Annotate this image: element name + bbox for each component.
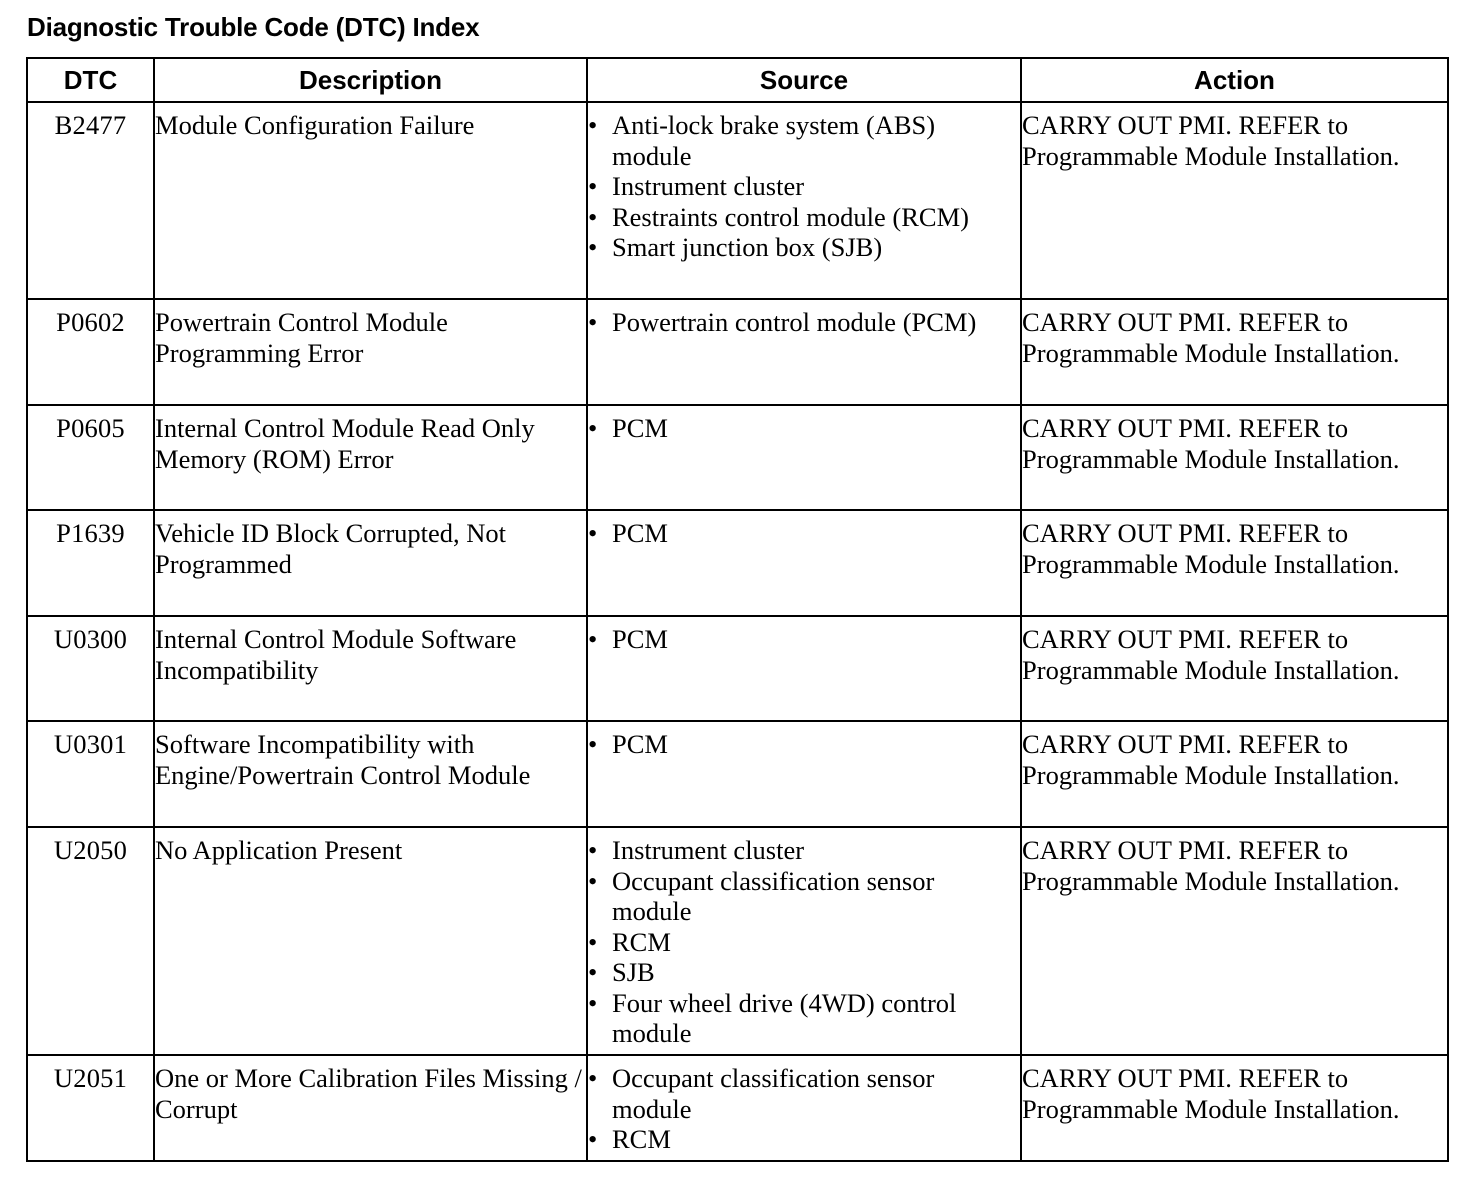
source-item: • Occupant classification sensor module bbox=[588, 866, 1020, 927]
dtc-action bbox=[1021, 721, 1448, 827]
dtc-source bbox=[587, 1055, 1021, 1161]
table-row bbox=[27, 405, 1448, 510]
table-row bbox=[27, 1055, 1448, 1161]
column-header-action: Action bbox=[1021, 58, 1448, 102]
page-title: Diagnostic Trouble Code (DTC) Index bbox=[27, 12, 480, 42]
action-line: CARRY OUT PMI. REFER to bbox=[1022, 624, 1349, 654]
action-line: CARRY OUT PMI. REFER to bbox=[1022, 518, 1349, 548]
source-item: • Four wheel drive (4WD) control module bbox=[588, 988, 1020, 1049]
table-row bbox=[27, 616, 1448, 721]
dtc-description: One or More Calibration Files Missing / Corrupt bbox=[154, 1055, 587, 1161]
table-row bbox=[27, 299, 1448, 405]
dtc-source bbox=[587, 299, 1021, 405]
source-item: • PCM bbox=[588, 413, 1020, 444]
dtc-description: Vehicle ID Block Corrupted, Not Programmed bbox=[154, 510, 587, 616]
dtc-description: Module Configuration Failure bbox=[154, 102, 587, 299]
dtc-code: U2050 bbox=[27, 827, 154, 1055]
action-line: Programmable Module Installation. bbox=[1022, 654, 1400, 685]
table-row bbox=[27, 510, 1448, 616]
source-item: • RCM bbox=[588, 1124, 1020, 1155]
source-item: • Powertrain control module (PCM) bbox=[588, 307, 1020, 338]
action-line: CARRY OUT PMI. REFER to bbox=[1022, 729, 1349, 759]
dtc-description: Powertrain Control Module Programming Error bbox=[154, 299, 587, 405]
source-list bbox=[588, 729, 1020, 760]
dtc-code: U0301 bbox=[27, 721, 154, 827]
dtc-action bbox=[1021, 510, 1448, 616]
dtc-source bbox=[587, 510, 1021, 616]
dtc-description: Software Incompatibility with Engine/Powertrain Control Module bbox=[154, 721, 587, 827]
dtc-source bbox=[587, 405, 1021, 510]
source-list bbox=[588, 835, 1020, 1049]
action-line: Programmable Module Installation. bbox=[1022, 1093, 1400, 1124]
source-list bbox=[588, 624, 1020, 655]
source-item: • Instrument cluster bbox=[588, 835, 1020, 866]
dtc-description: Internal Control Module Read Only Memory (ROM) Error bbox=[154, 405, 587, 510]
dtc-source bbox=[587, 827, 1021, 1055]
action-line: Programmable Module Installation. bbox=[1022, 865, 1400, 896]
source-item: • PCM bbox=[588, 518, 1020, 549]
source-list bbox=[588, 307, 1020, 338]
dtc-source bbox=[587, 102, 1021, 299]
dtc-source bbox=[587, 616, 1021, 721]
action-line: CARRY OUT PMI. REFER to bbox=[1022, 413, 1349, 443]
dtc-code: P1639 bbox=[27, 510, 154, 616]
source-list bbox=[588, 413, 1020, 444]
source-item: • Restraints control module (RCM) bbox=[588, 202, 1020, 233]
source-item: • Occupant classification sensor module bbox=[588, 1063, 1020, 1124]
action-line: CARRY OUT PMI. REFER to bbox=[1022, 1063, 1349, 1093]
source-list bbox=[588, 518, 1020, 549]
dtc-action bbox=[1021, 827, 1448, 1055]
source-list bbox=[588, 1063, 1020, 1155]
dtc-code: B2477 bbox=[27, 102, 154, 299]
table-row bbox=[27, 102, 1448, 299]
action-line: CARRY OUT PMI. REFER to bbox=[1022, 307, 1349, 337]
dtc-source bbox=[587, 721, 1021, 827]
action-line: Programmable Module Installation. bbox=[1022, 759, 1400, 790]
source-item: • PCM bbox=[588, 624, 1020, 655]
column-header-dtc: DTC bbox=[27, 58, 154, 102]
table-header-row bbox=[27, 58, 1448, 102]
dtc-action bbox=[1021, 1055, 1448, 1161]
source-item: • PCM bbox=[588, 729, 1020, 760]
source-item: • Smart junction box (SJB) bbox=[588, 232, 1020, 263]
dtc-description: Internal Control Module Software Incompatibility bbox=[154, 616, 587, 721]
table-row bbox=[27, 827, 1448, 1055]
column-header-description: Description bbox=[154, 58, 587, 102]
dtc-description: No Application Present bbox=[154, 827, 587, 1055]
dtc-action bbox=[1021, 299, 1448, 405]
dtc-action bbox=[1021, 102, 1448, 299]
dtc-code: U2051 bbox=[27, 1055, 154, 1161]
dtc-code: P0605 bbox=[27, 405, 154, 510]
action-line: Programmable Module Installation. bbox=[1022, 443, 1400, 474]
source-list bbox=[588, 110, 1020, 263]
source-item: • Anti-lock brake system (ABS) module bbox=[588, 110, 1020, 171]
dtc-code: U0300 bbox=[27, 616, 154, 721]
source-item: • RCM bbox=[588, 927, 1020, 958]
column-header-source: Source bbox=[587, 58, 1021, 102]
dtc-action bbox=[1021, 405, 1448, 510]
table-row bbox=[27, 721, 1448, 827]
source-item: • Instrument cluster bbox=[588, 171, 1020, 202]
action-line: CARRY OUT PMI. REFER to bbox=[1022, 110, 1349, 140]
source-item: • SJB bbox=[588, 957, 1020, 988]
dtc-index-table bbox=[26, 57, 1449, 1162]
action-line: Programmable Module Installation. bbox=[1022, 140, 1400, 171]
action-line: Programmable Module Installation. bbox=[1022, 548, 1400, 579]
dtc-code: P0602 bbox=[27, 299, 154, 405]
action-line: Programmable Module Installation. bbox=[1022, 337, 1400, 368]
action-line: CARRY OUT PMI. REFER to bbox=[1022, 835, 1349, 865]
dtc-action bbox=[1021, 616, 1448, 721]
